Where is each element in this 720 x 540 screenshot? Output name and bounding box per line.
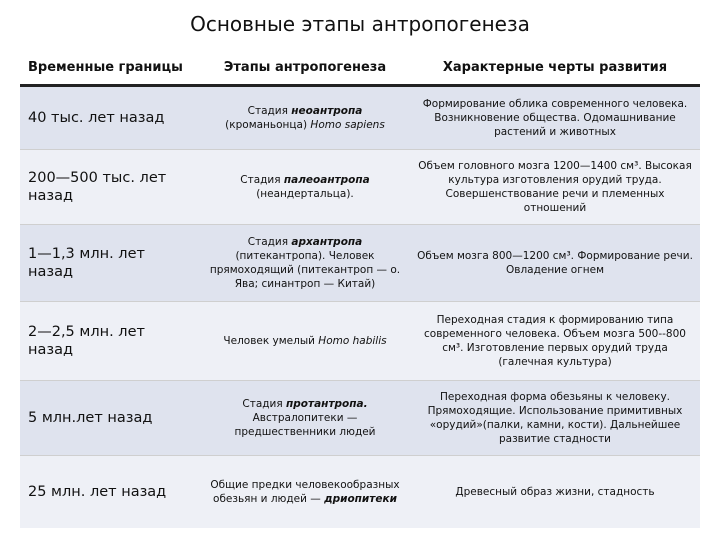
traits-cell: Переходная стадия к формированию типа современного человека. Объем мозга 500--800 см³. Изготовление первых орудий труда (галечная культура)	[410, 302, 700, 381]
stage-cell: Стадия архантропа (питекантропа). Человек прямоходящий (питекантроп — о. Ява; синантроп — Китай)	[200, 225, 410, 302]
period-cell: 2—2,5 млн. лет назад	[20, 302, 200, 381]
traits-cell: Древесный образ жизни, стадность	[410, 456, 700, 529]
table-row	[20, 150, 700, 225]
table-row	[20, 381, 700, 456]
traits-cell: Объем мозга 800—1200 см³. Формирование речи. Овладение огнем	[410, 225, 700, 302]
header-period: Временные границы	[20, 50, 200, 86]
header-traits: Характерные черты развития	[410, 50, 700, 86]
stage-cell: Стадия палеоантропа (неандертальца).	[200, 150, 410, 225]
period-cell: 1—1,3 млн. лет назад	[20, 225, 200, 302]
stage-cell: Общие предки человекообразных обезьян и людей — дриопитеки	[200, 456, 410, 529]
table-row	[20, 86, 700, 150]
table-row	[20, 302, 700, 381]
period-cell: 25 млн. лет назад	[20, 456, 200, 529]
period-cell: 40 тыс. лет назад	[20, 86, 200, 150]
traits-cell: Переходная форма обезьяны к человеку. Прямоходящие. Использование примитивных «орудий»(палки, камни, кости). Дальнейшее развитие стадности	[410, 381, 700, 456]
table-row	[20, 456, 700, 529]
traits-cell: Формирование облика современного человека. Возникновение общества. Одомашнивание растений и животных	[410, 86, 700, 150]
header-stage: Этапы антропогенеза	[200, 50, 410, 86]
stage-cell: Стадия неоантропа (кроманьонца) Homo sapiens	[200, 86, 410, 150]
anthropogenesis-table	[20, 50, 700, 528]
traits-cell: Объем головного мозга 1200—1400 см³. Высокая культура изготовления орудий труда. Совершенствование речи и племенных отношений	[410, 150, 700, 225]
table-header-row	[20, 50, 700, 86]
table-row	[20, 225, 700, 302]
stage-cell: Человек умелый Homo habilis	[200, 302, 410, 381]
page-title: Основные этапы антропогенеза	[190, 12, 530, 36]
period-cell: 5 млн.лет назад	[20, 381, 200, 456]
period-cell: 200—500 тыс. лет назад	[20, 150, 200, 225]
stage-cell: Стадия протантропа. Австралопитеки — предшественники людей	[200, 381, 410, 456]
